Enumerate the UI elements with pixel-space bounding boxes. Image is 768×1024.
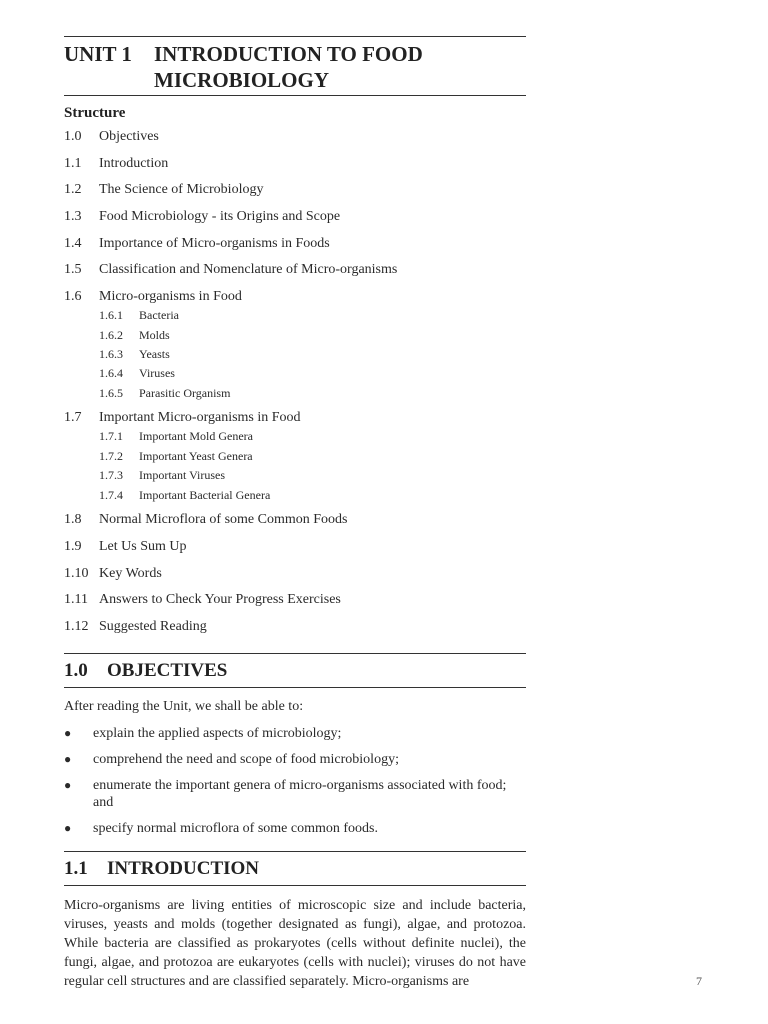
toc-number: 1.9 <box>64 538 82 554</box>
toc-subnumber: 1.7.1 <box>99 429 123 444</box>
structure-label: Structure <box>64 105 126 121</box>
section-title: OBJECTIVES <box>107 659 228 681</box>
bullet-icon: ● <box>64 725 72 740</box>
toc-subnumber: 1.6.5 <box>99 385 123 400</box>
toc-label: Suggested Reading <box>99 618 207 634</box>
toc-number: 1.6 <box>64 289 82 305</box>
toc-number: 1.5 <box>64 262 82 278</box>
toc-item <box>64 538 526 556</box>
toc-sublabel: Bacteria <box>139 308 179 323</box>
toc-label: Normal Microflora of some Common Foods <box>99 512 348 528</box>
document-page <box>64 36 526 991</box>
toc-item <box>64 155 526 173</box>
unit-title: INTRODUCTION TO FOOD MICROBIOLOGY <box>154 42 423 92</box>
table-of-contents <box>64 128 526 636</box>
toc-subitem <box>99 468 526 483</box>
toc-number: 1.10 <box>64 565 89 581</box>
toc-subitem <box>99 488 526 503</box>
toc-label: Key Words <box>99 565 162 581</box>
unit-number: UNIT 1 <box>64 42 132 66</box>
toc-item <box>64 208 526 226</box>
toc-number: 1.8 <box>64 512 82 528</box>
page-number: 7 <box>696 974 702 988</box>
toc-number: 1.1 <box>64 155 82 171</box>
objectives-heading <box>64 654 526 687</box>
bullet-icon: ● <box>64 820 72 835</box>
toc-sublabel: Molds <box>139 327 170 342</box>
toc-subnumber: 1.6.2 <box>99 327 123 342</box>
objective-item <box>64 725 526 742</box>
toc-subnumber: 1.7.4 <box>99 487 123 502</box>
toc-item <box>64 181 526 199</box>
objective-item <box>64 777 526 811</box>
objective-item <box>64 751 526 768</box>
toc-subitem <box>99 366 526 381</box>
toc-subitem <box>99 386 526 401</box>
introduction-heading <box>64 852 526 885</box>
objectives-list <box>64 725 526 837</box>
introduction-paragraph: Micro-organisms are living entities of microscopic size and include bacteria, viruses, yeasts and molds (together designated as fungi), algae, and protozoa. While bacteria are classified as prokaryotes (cells without definite nuclei), the fungi, algae, and protozoa are eukaryotes (cells with nuclei); viruses do not have regular cell structures and are classified separately. Micro-organisms are <box>64 897 526 989</box>
toc-label: Objectives <box>99 129 159 144</box>
toc-sublist <box>99 429 526 502</box>
toc-subnumber: 1.7.3 <box>99 468 123 483</box>
toc-label: Food Microbiology - its Origins and Scope <box>99 209 341 225</box>
toc-label: The Science of Microbiology <box>99 182 264 198</box>
objective-text: comprehend the need and scope of food microbiology; <box>93 751 399 767</box>
toc-label: Classification and Nomenclature of Micro-organisms <box>99 262 398 278</box>
toc-subnumber: 1.6.4 <box>99 366 123 381</box>
section-rule <box>64 687 526 688</box>
section-rule <box>64 885 526 886</box>
toc-subitem <box>99 347 526 362</box>
toc-number: 1.3 <box>64 209 82 225</box>
unit-heading <box>64 37 526 95</box>
bullet-icon: ● <box>64 751 72 766</box>
toc-subitem <box>99 449 526 464</box>
heading-rule <box>64 95 526 96</box>
section-number: 1.1 <box>64 857 88 879</box>
toc-sublist <box>99 308 526 401</box>
toc-subnumber: 1.7.2 <box>99 448 123 463</box>
toc-number: 1.12 <box>64 618 89 634</box>
toc-number: 1.4 <box>64 235 82 251</box>
toc-sublabel: Viruses <box>139 366 175 381</box>
section-number: 1.0 <box>64 659 88 681</box>
toc-subitem <box>99 328 526 343</box>
toc-sublabel: Important Viruses <box>139 468 226 483</box>
toc-item <box>64 235 526 253</box>
toc-label: Important Micro-organisms in Food <box>99 410 301 426</box>
toc-item <box>64 591 526 609</box>
toc-sublabel: Important Mold Genera <box>139 429 253 444</box>
toc-item <box>64 511 526 529</box>
toc-subitem <box>99 429 526 444</box>
toc-number: 1.11 <box>64 592 88 608</box>
bullet-icon: ● <box>64 777 72 792</box>
toc-item <box>64 261 526 279</box>
objective-item <box>64 820 526 837</box>
toc-number: 1.0 <box>64 129 82 144</box>
toc-number: 1.7 <box>64 410 82 426</box>
toc-sublabel: Yeasts <box>139 346 170 361</box>
toc-sublabel: Parasitic Organism <box>139 385 231 400</box>
toc-item <box>64 288 526 306</box>
objective-text: enumerate the important genera of micro-organisms associated with food; and <box>93 777 507 810</box>
toc-label: Introduction <box>99 155 169 171</box>
objective-text: specify normal microflora of some common foods. <box>93 820 378 836</box>
toc-label: Micro-organisms in Food <box>99 289 242 305</box>
objectives-intro: After reading the Unit, we shall be able to: <box>64 698 304 714</box>
toc-sublabel: Important Yeast Genera <box>139 448 253 463</box>
toc-label: Importance of Micro-organisms in Foods <box>99 235 330 251</box>
toc-item <box>64 409 526 427</box>
toc-item <box>64 565 526 583</box>
toc-subnumber: 1.6.3 <box>99 346 123 361</box>
toc-subnumber: 1.6.1 <box>99 308 123 323</box>
objective-text: explain the applied aspects of microbiology; <box>93 725 342 741</box>
toc-item <box>64 618 526 636</box>
toc-label: Answers to Check Your Progress Exercises <box>99 592 341 608</box>
toc-item <box>64 128 526 146</box>
toc-subitem <box>99 308 526 323</box>
section-title: INTRODUCTION <box>107 857 260 879</box>
toc-number: 1.2 <box>64 182 82 198</box>
toc-sublabel: Important Bacterial Genera <box>139 487 271 502</box>
toc-label: Let Us Sum Up <box>99 538 187 554</box>
